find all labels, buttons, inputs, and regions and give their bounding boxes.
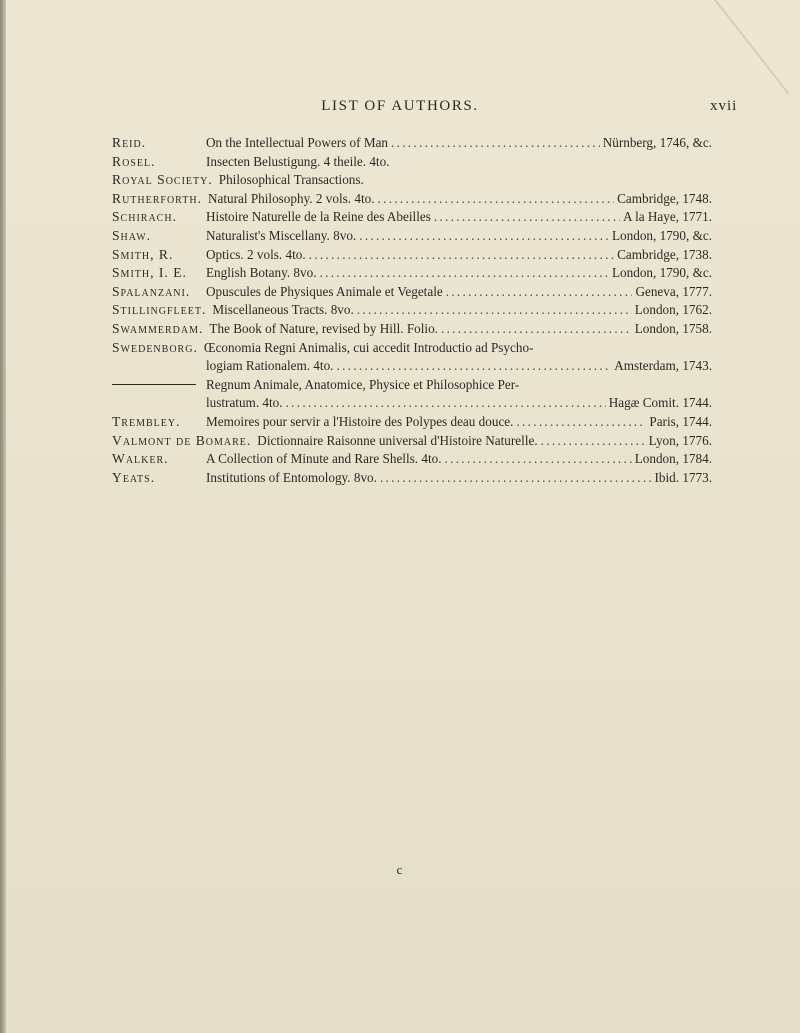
list-item <box>112 301 712 320</box>
work-imprint: Hagæ Comit. 1744. <box>608 395 712 411</box>
dot-leader <box>336 357 611 376</box>
work-imprint: London, 1790, &c. <box>612 265 712 281</box>
page-number: xvii <box>710 98 738 114</box>
work-imprint: Paris, 1744. <box>649 413 712 429</box>
author-name: Rosel. <box>112 153 156 169</box>
list-item <box>112 134 712 153</box>
work-imprint: Nürnberg, 1746, &c. <box>602 135 712 150</box>
signature-mark: c <box>396 862 404 877</box>
author-name: Smith, I. E. <box>112 265 187 281</box>
author-name: Yeats. <box>112 469 156 485</box>
running-head <box>0 98 800 118</box>
list-item <box>112 190 712 209</box>
dot-leader <box>380 469 652 488</box>
author-name: Smith, R. <box>112 246 174 262</box>
author-name: Walker. <box>112 451 169 467</box>
author-name: Reid. <box>112 135 147 150</box>
author-name: Royal Society. <box>112 172 213 188</box>
work-title: Natural Philosophy. 2 vols. 4to. <box>207 190 375 206</box>
dot-leader <box>541 432 646 451</box>
work-title: Memoires pour servir a l'Histoire des Polypes deau douce. <box>206 413 514 429</box>
page-title: LIST OF AUTHORS. <box>321 98 479 114</box>
dot-leader <box>378 190 615 209</box>
list-item <box>112 208 712 227</box>
author-name: Stillingfleet. <box>112 302 207 318</box>
ditto-dash <box>112 384 196 385</box>
list-item <box>112 227 712 246</box>
work-title: Œconomia Regni Animalis, cui accedit Introductio ad Psycho- <box>203 339 534 355</box>
list-item <box>112 376 712 413</box>
author-name: Rutherforth. <box>112 190 202 206</box>
author-name: Swedenborg. <box>112 339 198 355</box>
dot-leader <box>391 134 600 153</box>
work-imprint: London, 1790, &c. <box>612 227 712 243</box>
author-list <box>112 134 712 487</box>
work-title: Insecten Belustigung. 4 theile. 4to. <box>206 153 390 169</box>
list-item <box>112 320 712 339</box>
work-imprint: A la Haye, 1771. <box>623 209 712 225</box>
dot-leader <box>286 394 606 413</box>
work-imprint: Lyon, 1776. <box>648 432 712 448</box>
work-imprint: Cambridge, 1738. <box>617 246 712 262</box>
list-item <box>112 432 712 451</box>
work-title-continuation: logiam Rationalem. 4to. <box>206 358 334 374</box>
work-title: The Book of Nature, revised by Hill. Folio. <box>209 320 438 336</box>
dot-leader <box>357 301 632 320</box>
list-item <box>112 450 712 469</box>
author-name: Trembley. <box>112 413 181 429</box>
list-item <box>112 339 712 376</box>
page-fold-crease <box>714 0 789 95</box>
work-title: A Collection of Minute and Rare Shells. 4to. <box>206 451 442 467</box>
work-imprint: London, 1758. <box>634 320 712 336</box>
dot-leader <box>309 246 614 265</box>
list-item <box>112 153 712 172</box>
work-imprint: London, 1784. <box>634 451 712 467</box>
dot-leader <box>441 320 632 339</box>
author-name: Schirach. <box>112 209 177 225</box>
list-item <box>112 283 712 302</box>
list-item <box>112 264 712 283</box>
work-imprint: Geneva, 1777. <box>635 283 712 299</box>
work-imprint: London, 1762. <box>634 302 712 318</box>
dot-leader <box>516 413 646 432</box>
list-item <box>112 413 712 432</box>
work-imprint: Ibid. 1773. <box>654 469 712 485</box>
work-title: On the Intellectual Powers of Man <box>206 135 389 150</box>
work-title: Miscellaneous Tracts. 8vo. <box>212 302 354 318</box>
work-title: Institutions of Entomology. 8vo. <box>206 469 377 485</box>
work-title: Naturalist's Miscellany. 8vo. <box>206 227 357 243</box>
dot-leader <box>434 208 620 227</box>
work-title: Dictionnaire Raisonne universal d'Histoire Naturelle. <box>257 432 538 448</box>
page-gutter-shadow <box>0 0 6 1033</box>
list-item <box>112 469 712 488</box>
author-name: Spalanzani. <box>112 283 191 299</box>
work-title: English Botany. 8vo. <box>206 265 317 281</box>
dot-leader <box>320 264 609 283</box>
author-name: Shaw. <box>112 227 152 243</box>
list-item <box>112 171 712 190</box>
author-name: Swammerdam. <box>112 320 204 336</box>
dot-leader <box>446 283 633 302</box>
list-item <box>112 246 712 265</box>
work-title: Opuscules de Physiques Animale et Vegetale <box>206 283 443 299</box>
work-title-continuation: lustratum. 4to. <box>206 395 283 411</box>
work-imprint: Amsterdam, 1743. <box>614 358 712 374</box>
dot-leader <box>445 450 632 469</box>
work-title: Optics. 2 vols. 4to. <box>206 246 306 262</box>
dot-leader <box>359 227 609 246</box>
work-title: Philosophical Transactions. <box>218 172 364 188</box>
work-title: Regnum Animale, Anatomice, Physice et Philosophice Per- <box>206 376 520 392</box>
work-title: Histoire Naturelle de la Reine des Abeilles <box>206 209 431 225</box>
author-name: Valmont de Bomare. <box>112 432 252 448</box>
work-imprint: Cambridge, 1748. <box>617 190 712 206</box>
